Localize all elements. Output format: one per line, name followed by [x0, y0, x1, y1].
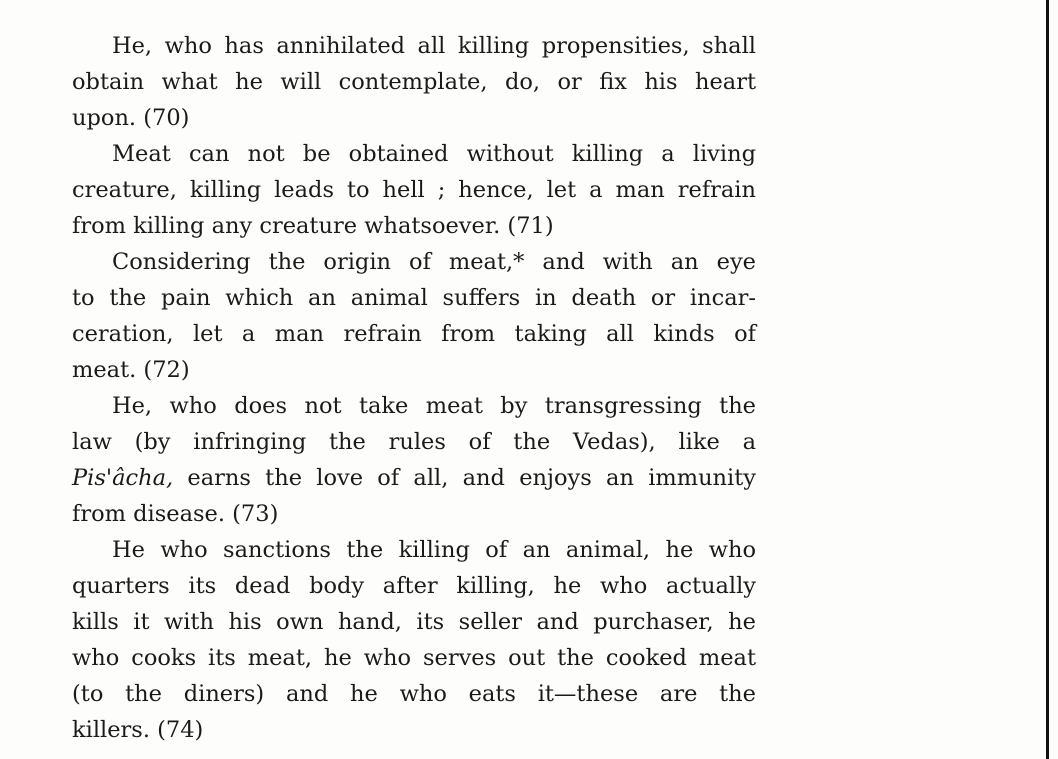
text-line: to the pain which an animal suffers in death or incar- [72, 285, 756, 311]
text-line: He, who does not take meat by transgressing the [112, 393, 756, 419]
text-line: upon. (70) [72, 105, 190, 131]
text-line-with-italic [72, 460, 756, 496]
text-line: Meat can not be obtained without killing a living [112, 141, 756, 167]
text-line: quarters its dead body after killing, he who actually [72, 573, 756, 599]
text-line: kills it with his own hand, its seller and purchaser, he [72, 609, 756, 635]
verse-text-block [72, 28, 756, 748]
text-line: He who sanctions the killing of an animal, he who [112, 537, 756, 563]
text-line: killers. (74) [72, 717, 204, 743]
text-line: creature, killing leads to hell ; hence, let a man refrain [72, 177, 756, 203]
text-line: who cooks its meat, he who serves out the cooked meat [72, 645, 756, 671]
text-line: He, who has annihilated all killing propensities, shall [112, 33, 756, 59]
text-line: law (by infringing the rules of the Vedas), like a [72, 429, 756, 455]
text-line: Considering the origin of meat,* and with an eye [112, 249, 756, 275]
text-line: from disease. (73) [72, 501, 279, 527]
page-edge-rule [1046, 0, 1049, 759]
text-line: (to the diners) and he who eats it—these are the [72, 681, 756, 707]
text-line: obtain what he will contemplate, do, or fix his heart [72, 69, 756, 95]
text-line: meat. (72) [72, 357, 190, 383]
text-line: from killing any creature whatsoever. (71) [72, 213, 554, 239]
italic-term: Pis'âcha, [72, 465, 174, 491]
text-line-rest: earns the love of all, and enjoys an immunity [187, 465, 756, 491]
text-line: ceration, let a man refrain from taking all kinds of [72, 321, 756, 347]
